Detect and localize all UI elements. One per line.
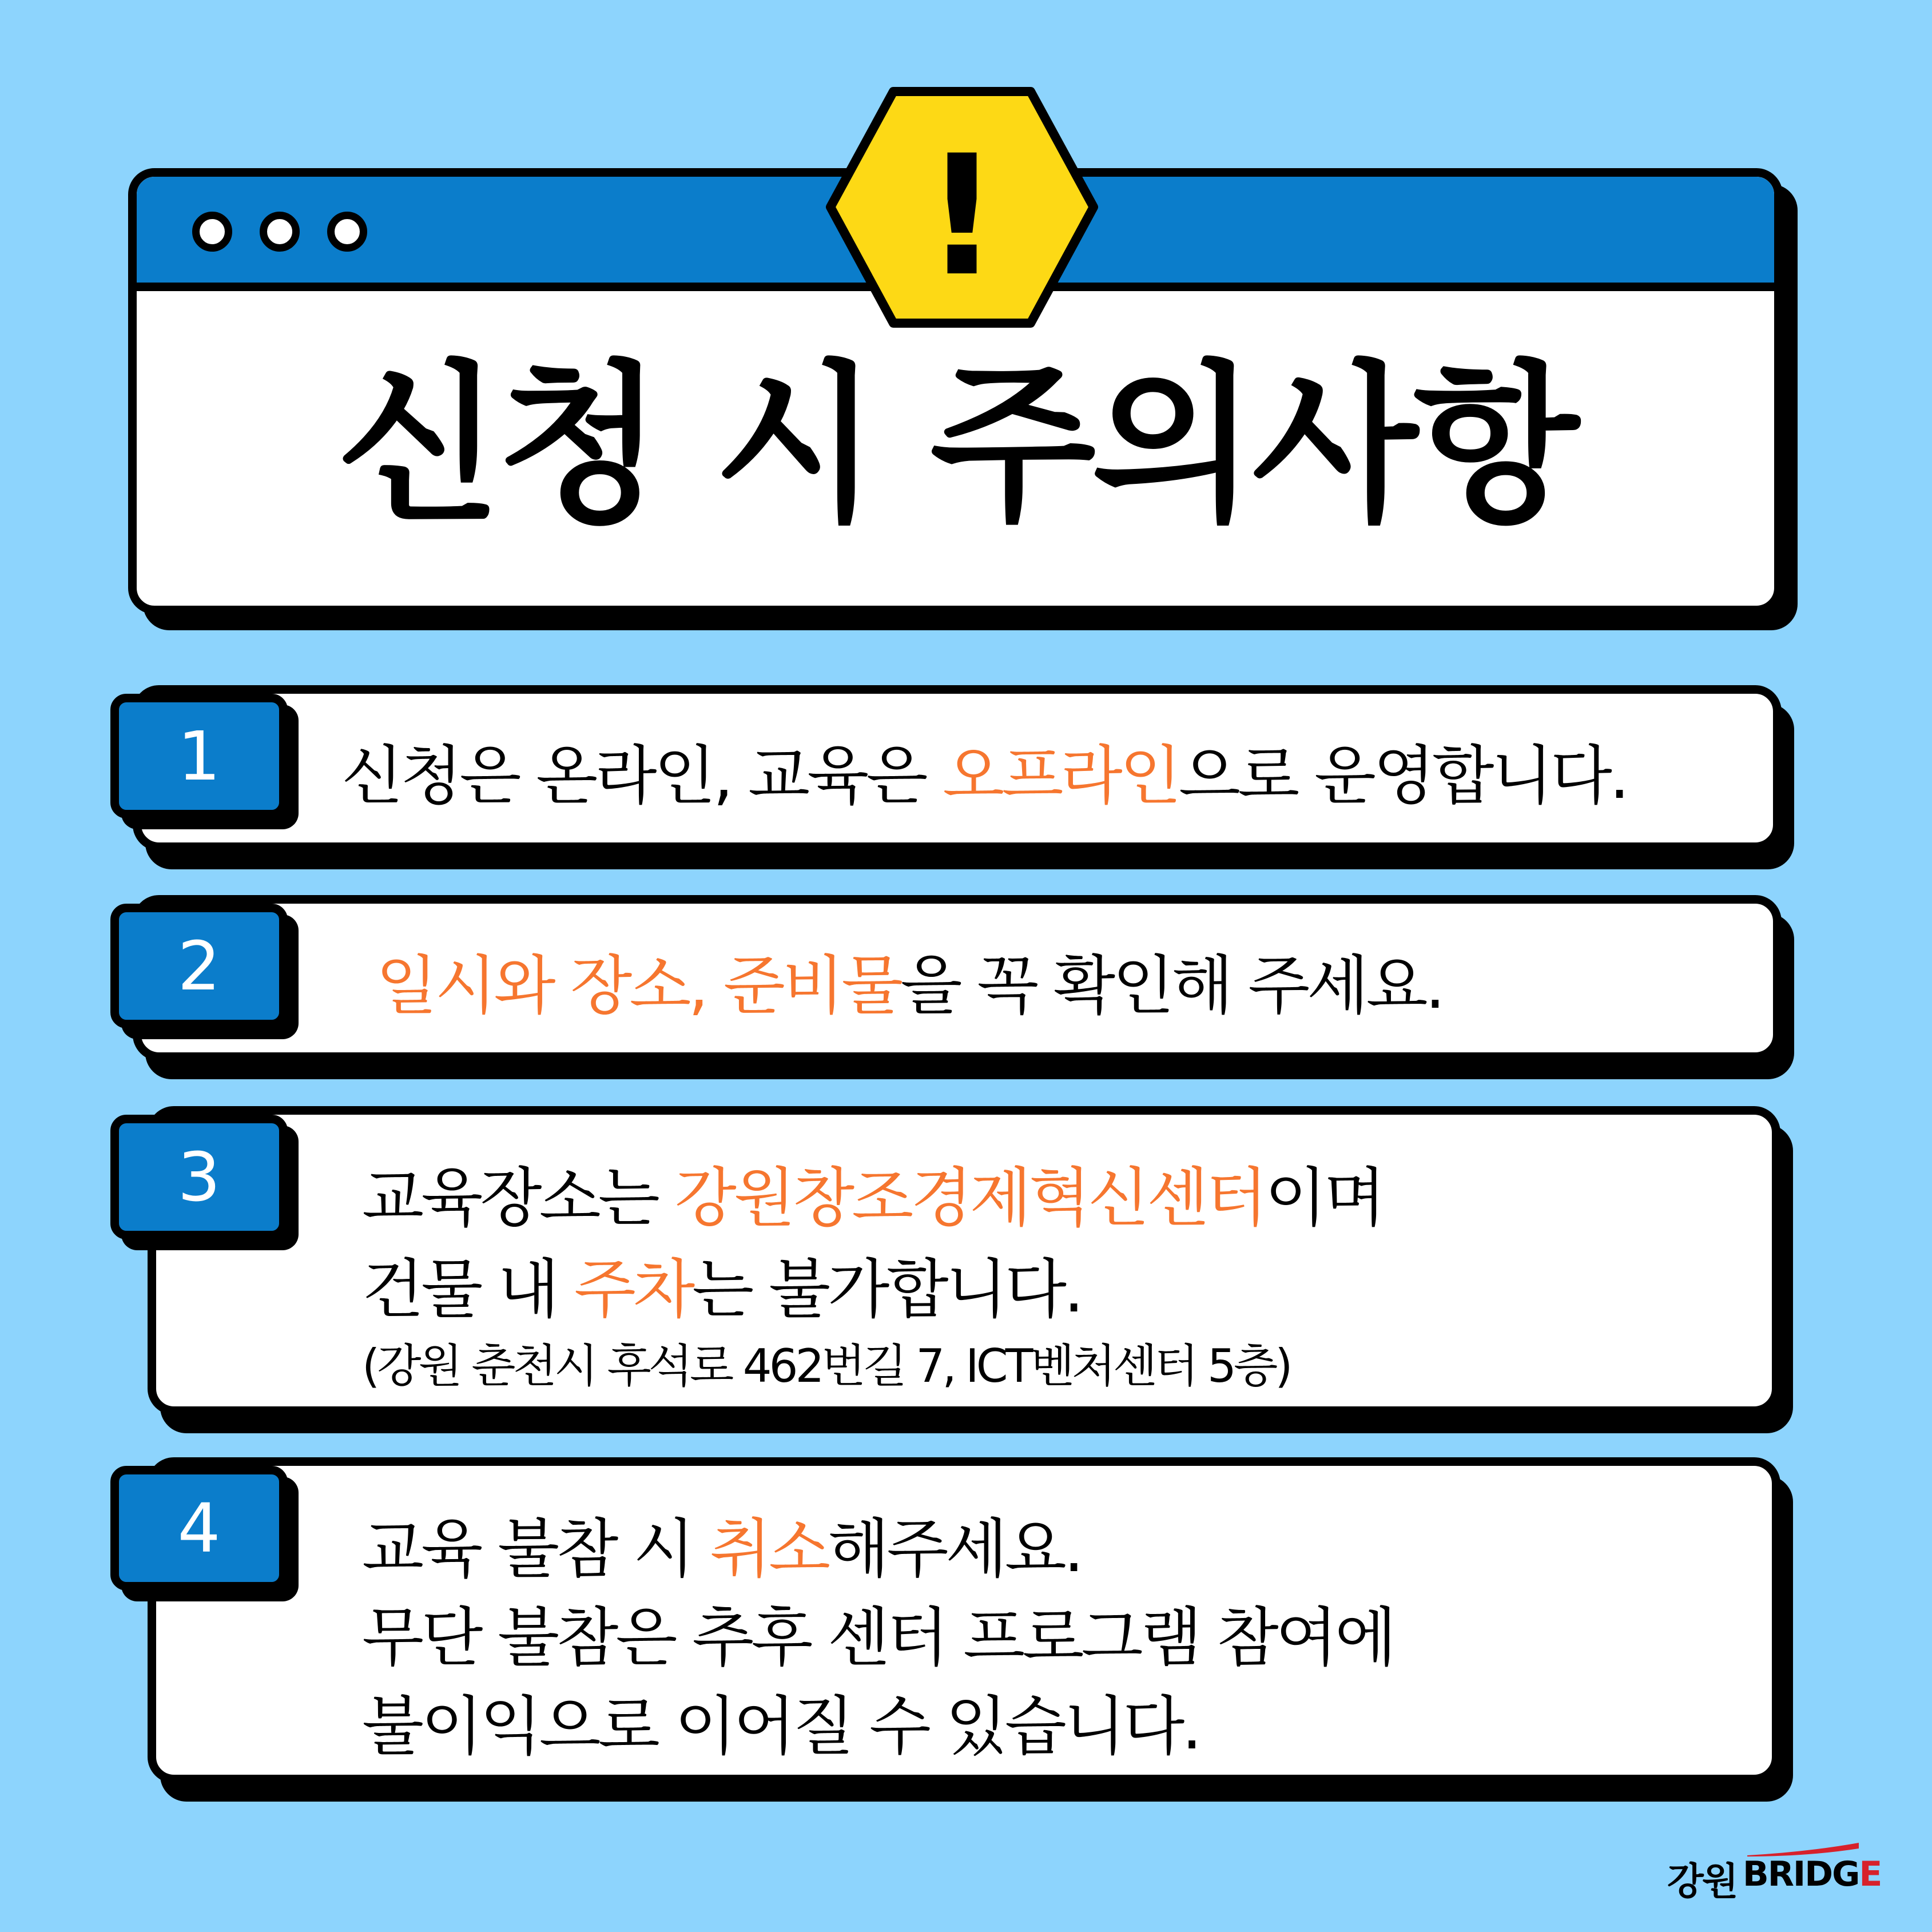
item-text-line [362,1253,1082,1327]
item-text-line [362,1601,1394,1675]
highlighted-text: 취소 [709,1512,828,1587]
item-card-4 [148,1457,1780,1783]
logo-english-main: BRIDG [1743,1854,1859,1894]
item-card-1 [133,685,1782,851]
text-segment: 는 불가합니다. [692,1253,1082,1327]
window-dot-icon [260,212,300,252]
text-segment: 으로 운영합니다. [1178,739,1627,813]
highlighted-text: 주차 [574,1253,693,1327]
item-number-badge: 4 [110,1466,288,1591]
item-card-3 [148,1106,1780,1415]
text-segment: 을 꼭 확인해 주세요. [900,949,1443,1023]
text-segment: 무단 불참은 추후 센터 프로그램 참여에 [362,1601,1394,1675]
window-dot-icon [192,212,232,252]
warning-exclamation: ! [924,120,1000,313]
item-address-line [362,1339,1290,1393]
brand-logo [1667,1840,1882,1903]
item-number-badge: 1 [110,694,288,818]
item-text-line [362,1512,1082,1587]
text-segment: 불이익으로 이어질 수 있습니다. [362,1689,1199,1764]
text-segment: 해주세요. [828,1512,1082,1587]
item-text-line [362,1689,1199,1764]
highlighted-text: 강원창조경제혁신센터 [674,1161,1265,1235]
text-segment: 건물 내 [362,1253,574,1327]
text-segment: 이며 [1265,1161,1383,1235]
item-number-badge: 3 [110,1115,288,1239]
item-text-line [362,1161,1383,1235]
text-segment: 신청은 온라인, 교육은 [341,739,943,813]
text-segment: 교육장소는 [362,1161,675,1235]
highlighted-text: 일시와 장소, 준비물 [376,949,901,1023]
logo-english [1743,1854,1881,1894]
item-card-2 [133,895,1782,1061]
text-segment: 교육 불참 시 [362,1512,710,1587]
item-number-badge: 2 [110,904,288,1028]
text-segment: (강원 춘천시 후석로 462번길 7, ICT벤처센터 5층) [362,1339,1290,1393]
window-dot-icon [327,212,367,252]
page-title: 신청 시 주의사항 [336,345,1575,545]
item-text-line [376,949,1443,1023]
highlighted-text: 오프라인 [943,739,1179,813]
warning-icon [825,86,1099,329]
item-text-line [341,739,1627,813]
logo-korean: 강원 [1667,1859,1737,1903]
logo-english-accent: E [1859,1854,1882,1894]
